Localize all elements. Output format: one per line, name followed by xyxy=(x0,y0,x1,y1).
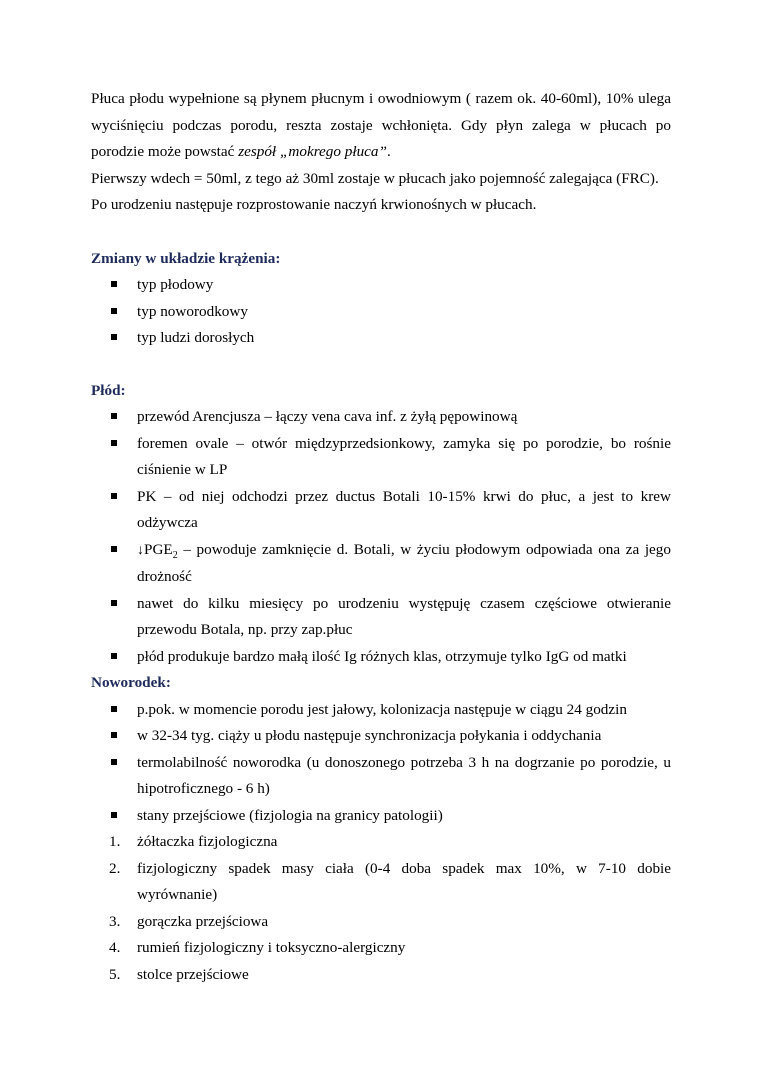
bullet-icon xyxy=(111,281,117,287)
list-item: nawet do kilku miesięcy po urodzeniu występuję czasem częściowe otwieranie przewodu Botala, np. przy zap.płuc xyxy=(91,591,671,644)
newborn-list xyxy=(91,697,671,830)
bullet-icon xyxy=(111,546,117,552)
bullet-icon xyxy=(111,334,117,340)
list-item: typ ludzi dorosłych xyxy=(91,325,671,352)
list-item: typ płodowy xyxy=(91,272,671,299)
numbered-item: 4. rumień fizjologiczny i toksyczno-alergiczny xyxy=(109,939,406,956)
down-arrow-icon: ↓ xyxy=(137,542,144,558)
intro-period: . xyxy=(386,143,391,160)
list-item: p.pok. w momencie porodu jest jałowy, kolonizacja następuje w ciągu 24 godzin xyxy=(91,697,671,724)
list-item: typ noworodkowy xyxy=(91,299,671,326)
document-page xyxy=(91,86,671,988)
intro-paragraph-3: Po urodzeniu następuje rozprostowanie naczyń krwionośnych w płucach. xyxy=(91,196,537,213)
bullet-icon xyxy=(111,308,117,314)
bullet-icon xyxy=(111,653,117,659)
list-item-pge: $↓PGE_2$ – powoduje zamknięcie d. Botali, w życiu płodowym odpowiada ona za jego drożność xyxy=(91,537,671,591)
newborn-heading: Noworodek: xyxy=(91,674,171,691)
fetus-list xyxy=(91,404,671,670)
wet-lung-term: zespół „mokrego płuca” xyxy=(238,143,387,160)
fetus-heading: Płód: xyxy=(91,381,126,399)
bullet-icon xyxy=(111,732,117,738)
list-item: foremen ovale – otwór międzyprzedsionkowy, zamyka się po porodzie, bo rośnie ciśnienie w LP xyxy=(91,431,671,484)
bullet-icon xyxy=(111,812,117,818)
list-item: PK – od niej odchodzi przez ductus Botali 10-15% krwi do płuc, a jest to krew odżywcza xyxy=(91,484,671,537)
list-item: przewód Arencjusza – łączy vena cava inf. z żyłą pępowinową xyxy=(91,404,671,431)
intro-paragraph-1 xyxy=(91,86,671,166)
intro-paragraph-2: Pierwszy wdech = 50ml, z tego aż 30ml zostaje w płucach jako pojemność zalegająca (FRC). xyxy=(91,169,659,187)
numbered-item: 1. żółtaczka fizjologiczna xyxy=(109,833,278,850)
numbered-item: 5. stolce przejściowe xyxy=(109,965,249,983)
numbered-item: 2. fizjologiczny spadek masy ciała (0-4 doba spadek max 10%, w 7-10 dobie wyrównanie) xyxy=(109,859,671,903)
list-item: płód produkuje bardzo małą ilość Ig różnych klas, otrzymuje tylko IgG od matki xyxy=(91,644,671,671)
transitional-states-list xyxy=(91,829,671,988)
bullet-icon xyxy=(111,413,117,419)
circulation-heading: Zmiany w układzie krążenia: xyxy=(91,249,281,267)
bullet-icon xyxy=(111,440,117,446)
list-item: w 32-34 tyg. ciąży u płodu następuje synchronizacja połykania i oddychania xyxy=(91,723,671,750)
intro-text: Płuca płodu wypełnione są płynem płucnym i owodniowym ( razem ok. 40-60ml), 10% ulega wyciśnięciu podczas porodu, reszta zostaje wchłonięta. Gdy płyn zalega w płucach po porodzie może powstać xyxy=(91,90,671,160)
bullet-icon xyxy=(111,759,117,765)
bullet-icon xyxy=(111,706,117,712)
bullet-icon xyxy=(111,600,117,606)
circulation-list xyxy=(91,272,671,352)
list-item: termolabilność noworodka (u donoszonego potrzeba 3 h na dogrzanie po porodzie, u hipotroficznego - 6 h) xyxy=(91,750,671,803)
numbered-item: 3. gorączka przejściowa xyxy=(109,912,269,930)
list-item: stany przejściowe (fizjologia na granicy patologii) xyxy=(91,803,671,830)
bullet-icon xyxy=(111,493,117,499)
